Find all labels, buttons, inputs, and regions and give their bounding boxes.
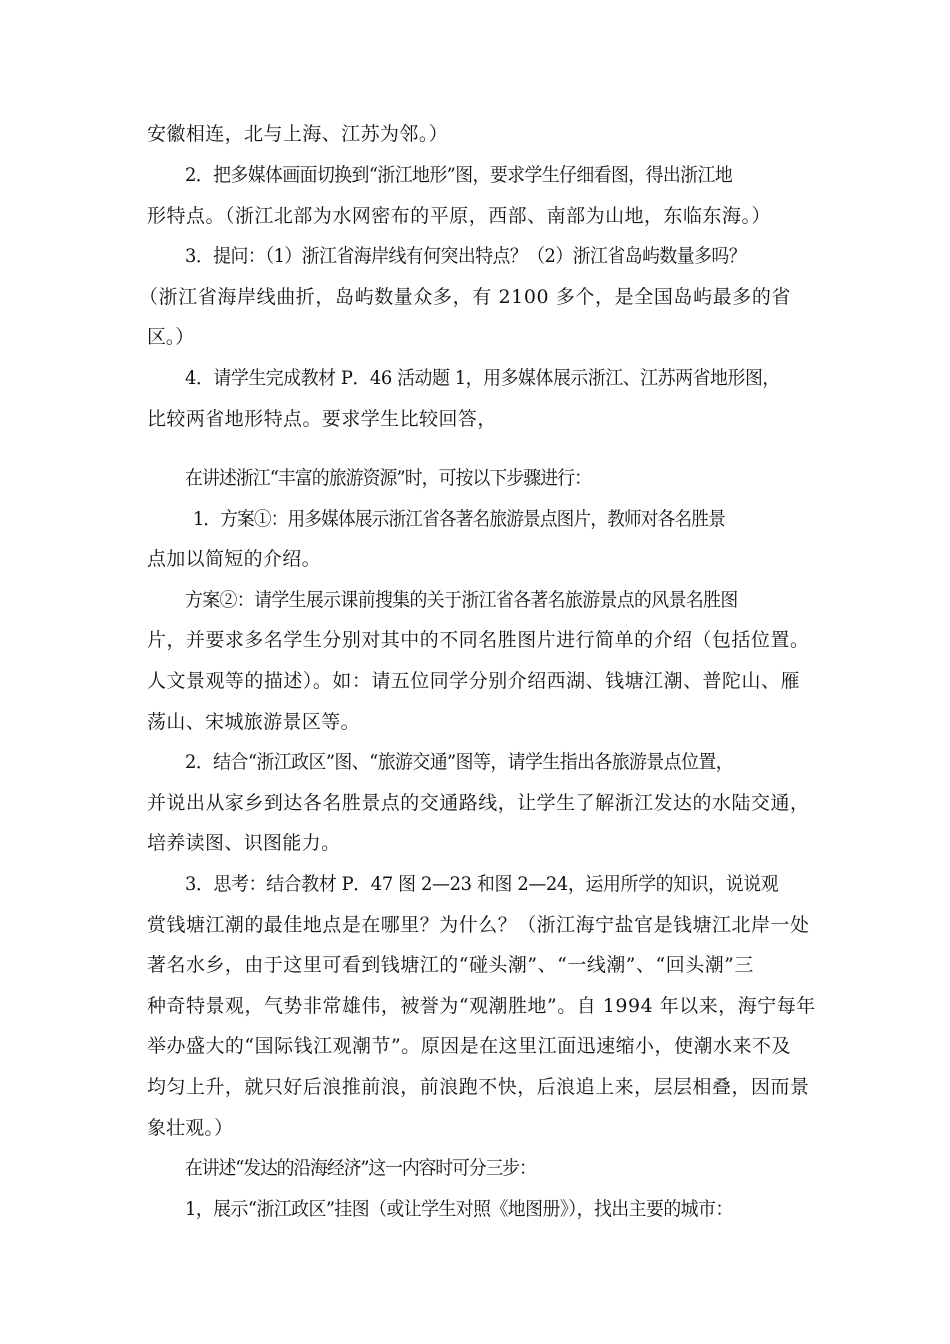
- text-line: 举办盛大的“国际钱江观潮节”。原因是在这里江面迅速缩小，使潮水来不及: [147, 1035, 791, 1057]
- text-line: 3．提问：（1）浙江省海岸线有何突出特点？（2）浙江省岛屿数量多吗？: [185, 245, 747, 267]
- text-line: （浙江省海岸线曲折，岛屿数量众多，有 2100 多个，是全国岛屿最多的省: [139, 286, 792, 308]
- text-line: 1．方案①：用多媒体展示浙江省各著名旅游景点图片，教师对各名胜景: [193, 508, 725, 530]
- text-line: 2．结合“浙江政区”图、“旅游交通”图等，请学生指出各旅游景点位置，: [185, 751, 734, 773]
- text-line: 著名水乡，由于这里可看到钱塘江的“碰头潮”、“一线潮”、“回头潮”三: [147, 954, 754, 976]
- text-line: 种奇特景观，气势非常雄伟，被誉为“观潮胜地”。自 1994 年以来，海宁每年: [147, 995, 816, 1017]
- text-line: 均匀上升，就只好后浪推前浪，前浪跑不快，后浪追上来，层层相叠，因而景: [147, 1076, 810, 1098]
- text-line: 在讲述浙江“丰富的旅游资源”时，可按以下步骤进行：: [185, 467, 592, 489]
- text-line: 赏钱塘江潮的最佳地点是在哪里？为什么？（浙江海宁盐官是钱塘江北岸一处: [147, 914, 810, 936]
- text-line: 区。）: [147, 326, 195, 348]
- text-line: 形特点。（浙江北部为水网密布的平原，西部、南部为山地，东临东海。）: [147, 205, 771, 227]
- text-line: 1，展示“浙江政区”挂图（或让学生对照《地图册》），找出主要的城市：: [185, 1198, 733, 1220]
- text-line: 点加以简短的介绍。: [147, 548, 321, 570]
- text-line: 3．思考：结合教材 P．47 图 2—23 和图 2—24，运用所学的知识，说说观: [185, 873, 779, 895]
- text-line: 并说出从家乡到达各名胜景点的交通路线，让学生了解浙江发达的水陆交通，: [147, 792, 810, 814]
- text-line: 培养读图、识图能力。: [147, 832, 341, 854]
- text-line: 方案②：请学生展示课前搜集的关于浙江省各著名旅游景点的风景名胜图: [185, 589, 738, 611]
- text-line: 安徽相连，北与上海、江苏为邻。）: [147, 123, 449, 145]
- text-line: 片，并要求多名学生分别对其中的不同名胜图片进行简单的介绍（包括位置。: [147, 629, 810, 651]
- text-line: 象壮观。）: [147, 1117, 234, 1139]
- text-line: 在讲述“发达的沿海经济”这一内容时可分三步：: [185, 1157, 536, 1179]
- text-line: 比较两省地形特点。要求学生比较回答，: [147, 408, 497, 430]
- text-line: 4．请学生完成教材 P．46 活动题 1，用多媒体展示浙江、江苏两省地形图，: [185, 367, 780, 389]
- text-line: 荡山、宋城旅游景区等。: [147, 711, 360, 733]
- text-line: 人文景观等的描述）。如：请五位同学分别介绍西湖、钱塘江潮、普陀山、雁: [147, 670, 800, 692]
- text-line: 2．把多媒体画面切换到“浙江地形”图，要求学生仔细看图，得出浙江地: [185, 164, 733, 186]
